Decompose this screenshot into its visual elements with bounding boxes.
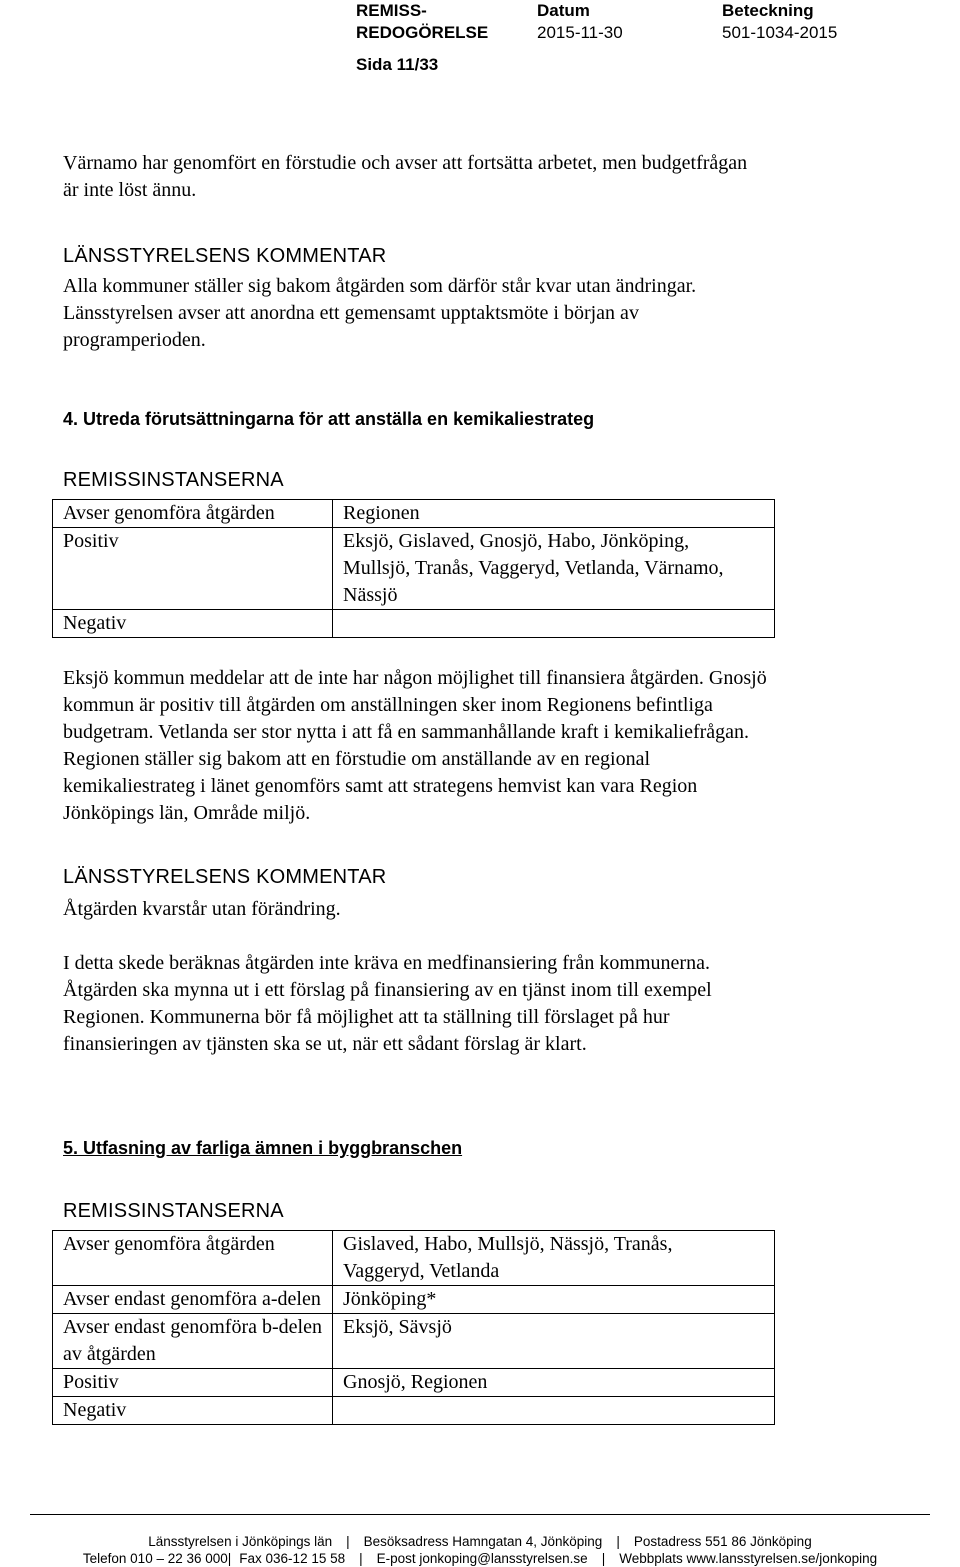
- date-label: Datum: [537, 1, 590, 20]
- remiss-heading-4: REMISSINSTANSERNA: [63, 469, 284, 491]
- table-row: [53, 610, 775, 638]
- table-cell-label: Avser endast genomföra a-delen: [53, 1286, 333, 1314]
- table-cell-value: Jönköping*: [333, 1286, 775, 1314]
- footer-website: Webbplats www.lansstyrelsen.se/jonkoping: [619, 1551, 878, 1566]
- table-row: [53, 500, 775, 528]
- table-cell-label: Positiv: [53, 528, 333, 610]
- footer-separator: |: [346, 1534, 350, 1549]
- table-cell-label: Avser endast genomföra b-delen av åtgärden: [53, 1314, 333, 1369]
- section-4-table: [52, 499, 775, 638]
- intro-paragraph: Värnamo har genomfört en förstudie och avser att fortsätta arbetet, men budgetfrågan är inte löst ännu.: [63, 152, 748, 201]
- table-cell-value: Eksjö, Sävsjö: [333, 1314, 775, 1369]
- footer-separator: |: [359, 1551, 363, 1566]
- table-cell-label: Avser genomföra åtgärden: [53, 500, 333, 528]
- doc-type: [356, 0, 488, 44]
- footer-fax: Fax 036-12 15 58: [239, 1551, 346, 1566]
- footer-line-1: [0, 1533, 960, 1550]
- section-4-comment-line: Åtgärden kvarstår utan förändring.: [63, 898, 341, 920]
- date-block: [537, 0, 623, 44]
- section-5-heading: 5. Utfasning av farliga ämnen i byggbranschen: [63, 1138, 463, 1158]
- table-cell-label: Avser genomföra åtgärden: [53, 1231, 333, 1286]
- table-cell-value: Eksjö, Gislaved, Gnosjö, Habo, Jönköping, Mullsjö, Tranås, Vaggeryd, Vetlanda, Värnamo, Nässjö: [333, 528, 775, 610]
- table-cell-value: [333, 1397, 775, 1425]
- section-4-heading: 4. Utreda förutsättningarna för att anställa en kemikaliestrateg: [63, 409, 595, 429]
- footer-phone: Telefon 010 – 22 36 000: [82, 1551, 228, 1566]
- reference-block: [722, 0, 837, 44]
- table-cell-label: Positiv: [53, 1369, 333, 1397]
- page-number: Sida 11/33: [356, 55, 439, 74]
- table-cell-label: Negativ: [53, 1397, 333, 1425]
- table-cell-value: Gislaved, Habo, Mullsjö, Nässjö, Tranås, Vaggeryd, Vetlanda: [333, 1231, 775, 1286]
- date-value: 2015-11-30: [537, 23, 623, 42]
- comment-heading-4: LÄNSSTYRELSENS KOMMENTAR: [63, 866, 387, 888]
- intro-comment-text: Alla kommuner ställer sig bakom åtgärden som därför står kvar utan ändringar. Länsstyrelsen avser att anordna ett gemensamt upptaktsmöte i början av programperioden.: [63, 275, 697, 351]
- section-4-comment-paragraph: I detta skede beräknas åtgärden inte kräva en medfinansiering från kommunerna. Åtgärden ska mynna ut i ett förslag på finansiering av en tjänst inom till exempel Regionen. Kommunerna bör få möjlighet att ta ställning till förslaget på hur finansieringen av tjänsten ska se ut, när ett sådant förslag är klart.: [63, 952, 712, 1055]
- footer-separator: |: [616, 1534, 620, 1549]
- footer-separator: |: [601, 1551, 606, 1566]
- section-4-paragraph: Eksjö kommun meddelar att de inte har någon möjlighet till finansiera åtgärden. Gnosjö kommun är positiv till åtgärden om anställningen sker inom Regionens befintliga budgetram. Vetlanda ser stor nytta i att få en sammanhållande kraft i kemikaliefrågan. Regionen ställer sig bakom att en förstudie om anställande av en regional kemikaliestrateg i länet genomförs samt att strategens hemvist kan vara Region Jönköpings län, Område miljö.: [63, 667, 767, 824]
- reference-value: 501-1034-2015: [722, 23, 838, 42]
- comment-heading-intro: LÄNSSTYRELSENS KOMMENTAR: [63, 245, 387, 267]
- doc-type-line2: REDOGÖRELSE: [356, 23, 489, 42]
- footer-line-2: [0, 1550, 960, 1567]
- table-row: [53, 1286, 775, 1314]
- reference-label: Beteckning: [722, 1, 814, 20]
- table-cell-value: Regionen: [333, 500, 775, 528]
- table-row: [53, 1369, 775, 1397]
- table-cell-value: Gnosjö, Regionen: [333, 1369, 775, 1397]
- section-5-table: [52, 1230, 775, 1425]
- footer-separator: |: [227, 1551, 232, 1566]
- footer-email: E-post jonkoping@lansstyrelsen.se: [376, 1551, 588, 1566]
- table-row: [53, 1314, 775, 1369]
- table-cell-value: [333, 610, 775, 638]
- doc-type-line1: REMISS-: [356, 1, 427, 20]
- footer-postal-address: Postadress 551 86 Jönköping: [633, 1534, 812, 1549]
- remiss-heading-5: REMISSINSTANSERNA: [63, 1200, 284, 1222]
- table-row: [53, 528, 775, 610]
- footer-rule: [30, 1514, 930, 1515]
- footer-visit-address: Besöksadress Hamngatan 4, Jönköping: [363, 1534, 603, 1549]
- table-cell-label: Negativ: [53, 610, 333, 638]
- footer-org: Länsstyrelsen i Jönköpings län: [148, 1534, 333, 1549]
- table-row: [53, 1397, 775, 1425]
- table-row: [53, 1231, 775, 1286]
